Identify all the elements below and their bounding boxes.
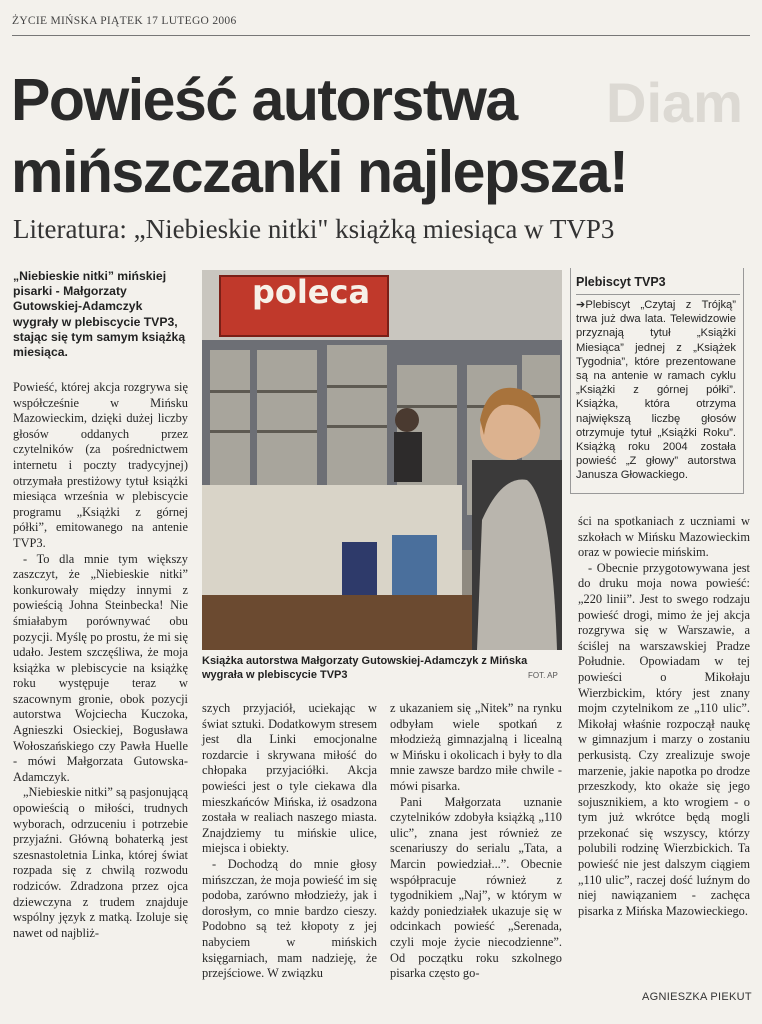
photo-sign: poleca — [251, 273, 371, 311]
sidebar-text: ➔Plebiscyt „Czytaj z Trójką” trwa już dwa lata. Telewidzowie przyznają tytuł „Książki Miesiąca” jednej z „Książek Tygodnia”, które prezentowane są na antenie w ramach cyklu „Książki z górnej półki”. Książka, która otrzyma największą liczbę głosów otrzymuje tytuł „Książki Roku”. Książką roku 2004 została powieść „Z głowy” autorstwa Janusza Głowackiego. — [576, 299, 736, 482]
author-byline: AGNIESZKA PIEKUT — [642, 991, 752, 1003]
article-column-4 — [578, 514, 750, 919]
headline: Powieść autorstwa mińszczanki najlepsza! — [11, 67, 628, 205]
article-column-1 — [13, 380, 188, 941]
body-paragraph: Pani Małgorzata uznanie czytelników zdobyła książką „110 ulic”, znana jest również ze scenariuszy do serialu „Tata, a Marcin powiedział...”. Obecnie współpracuje również z tygodnikiem „Naj”, w którym w każdy poniedziałek ukazuje się w odcinkach powieść „Serenada, czyli moje życie niecodzienne”. Od początku roku szkolnego pisarka często go- — [390, 794, 562, 981]
photo-credit: FOT. AP — [528, 671, 558, 680]
sidebar-rule — [576, 294, 740, 295]
bookstore-photo — [202, 270, 562, 650]
sidebar-title: Plebiscyt TVP3 — [576, 275, 666, 289]
masthead-rule — [12, 35, 750, 36]
body-paragraph: ści na spotkaniach z uczniami w szkołach w Mińsku Mazowieckim oraz w powiecie mińskim. — [578, 514, 750, 560]
body-paragraph: „Niebieskie nitki” są pasjonującą opowieścią o miłości, trudnych wyborach, odrzuceniu i potrzebie przyjaźni. Główną bohaterką jest szesnastoletnia Linka, której świat rozpada się z chwilą rozwodu rodziców. Zdradzona przez ojca dziewczyna z trudem znajduje wspólny język z matką. Izoluje się nawet od najbliż- — [13, 785, 188, 940]
article-column-3 — [390, 701, 562, 982]
article-column-2 — [202, 701, 377, 982]
body-paragraph: z ukazaniem się „Nitek” na rynku odbyłam wiele spotkań z młodzieżą gimnazjalną i licealną w Mińsku i okolicach i były to dla mnie zawsze bardzo miłe chwile - mówi pisarka. — [390, 701, 562, 793]
lead-paragraph: „Niebieskie nitki” mińskiej pisarki - Małgorzaty Gutowskiej-Adamczyk wygrały w plebiscycie TVP3, stając się tym samym książką miesiąca. — [13, 269, 186, 360]
body-paragraph: - Obecnie przygotowywana jest do druku moja nowa powieść: „220 linii”. Jest to swego rodzaju powieść drogi, mimo że jej akcja rozgrywa się w Warszawie, a ściślej na warszawskiej Pradze Południe. Opowiadam w tej powieści o Mikołaju Wierzbickim, który jest znany mojm czytelnikom ze „110 ulic”. Mikołaj właśnie rozpoczął naukę w gimnazjum i marzy o zostaniu perkusistą. Czy zrealizuje swoje marzenie, jakie napotka po drodze przeszkody, kto okaże się jego sojusznikiem, a kto wrogiem - o tym już wkrótce będą mogli przekonać się wszyscy, którzy polubili rodzinę Wierzbickich. Ta powieść nie jest dalszym ciągiem „110 ulic”, raczej dość luźnym do niej nawiązaniem - zachęca pisarka z Mińska Mazowieckiego. — [578, 560, 750, 918]
photo-caption: Książka autorstwa Małgorzaty Gutowskiej-Adamczyk z Mińska wygrała w plebiscycie TVP3 — [202, 655, 528, 681]
bleed-through-text: Diam — [606, 71, 743, 134]
masthead: ŻYCIE MIŃSKA PIĄTEK 17 LUTEGO 2006 — [12, 15, 237, 27]
subheadline: Literatura: „Niebieskie nitki" książką miesiąca w TVP3 — [13, 214, 615, 244]
body-paragraph: - Dochodzą do mnie głosy mińszczan, że moja powieść im się podoba, zarówno młodzieży, jak i dorosłym, co mnie bardzo cieszy. Podobno są też kłopoty z jej nabyciem w mińskich księgarniach, mam nadzieję, że przejściowe. W związku — [202, 856, 377, 981]
body-paragraph: - To dla mnie tym większy zaszczyt, że „Niebieskie nitki” konkurowały między innymi z powieścią Johna Steinbecka! Nie śmiałabym porównywać obu pozycji. Myślę po prostu, że mi się udało. Jestem szczęśliwa, że moja książka w plebiscycie na książkę roku występuje teraz w szacownym gronie, obok pozycji autorstwa Wojciecha Kuczoka, Agnieszki Osieckiej, Bogusława Wołoszańskiego czy Pawła Huelle - mówi Małgorzata Gutowska-Adamczyk. — [13, 551, 188, 784]
body-paragraph: szych przyjaciół, uciekając w świat sztuki. Dodatkowym stresem jest dla Linki emocjonalne rozdarcie i skrywana miłość do chłopaka przyjaciółki. Akcja powieści jest o tyle ciekawa dla mieszkańców Mińska, iż osadzona została w realiach naszego miasta. Znajdziemy tu mińskie ulice, miejsca i obiekty. — [202, 701, 377, 856]
body-paragraph: Powieść, której akcja rozgrywa się współcześnie w Mińsku Mazowieckim, dzięki dużej liczby głosów oddanych przez czytelników (za pośrednictwem internetu i poczty tradycyjnej) otrzymała prestiżowy tytuł książki miesiąca września w plebiscycie programu „Książki z górnej półki”, emitowanego na antenie TVP3. — [13, 380, 188, 550]
